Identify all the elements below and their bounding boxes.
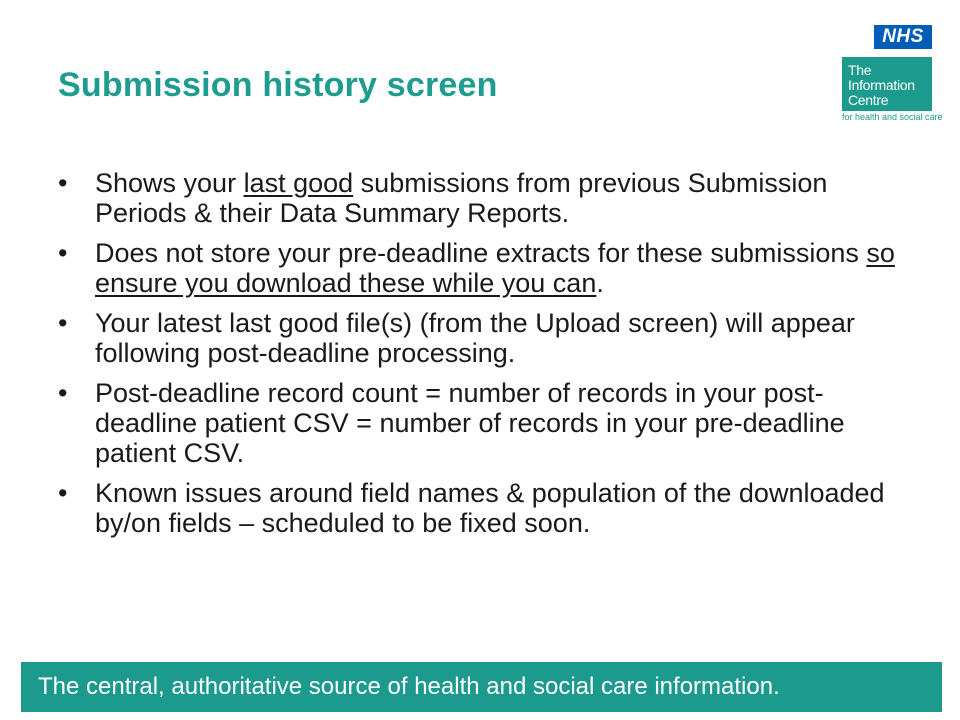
logo-line: The (848, 62, 872, 78)
footer-banner (21, 662, 942, 712)
bullet-text: submissions from previous Submission Periods & their Data Summary Reports. (95, 168, 828, 228)
slide-title: Submission history screen (58, 66, 498, 104)
bullet-list (58, 168, 918, 548)
bullet-item (58, 238, 918, 298)
logo-line: Information (848, 77, 915, 93)
logo-tagline: for health and social care (842, 112, 943, 122)
underlined-text: so ensure you download these while you can (95, 238, 895, 298)
logo-line: Centre (848, 92, 889, 108)
underlined-text: last good (243, 168, 354, 198)
bullet-text: Does not store your pre-deadline extracts for these submissions (95, 238, 867, 268)
bullet-item: • Post-deadline record count = number of records in your post-deadline patient CSV = number of records in your pre-deadline patient CSV. (58, 378, 918, 468)
nhs-logo: NHS (874, 25, 932, 49)
information-centre-logo (842, 57, 932, 111)
bullet-text: . (596, 268, 604, 298)
footer-text: The central, authoritative source of health and social care information. (38, 673, 780, 700)
bullet-text: Shows your (95, 168, 244, 198)
bullet-item: • Your latest last good file(s) (from the Upload screen) will appear following post-deadline processing. (58, 308, 918, 368)
bullet-item (58, 168, 918, 228)
bullet-item: • Known issues around field names & population of the downloaded by/on fields – scheduled to be fixed soon. (58, 478, 918, 538)
